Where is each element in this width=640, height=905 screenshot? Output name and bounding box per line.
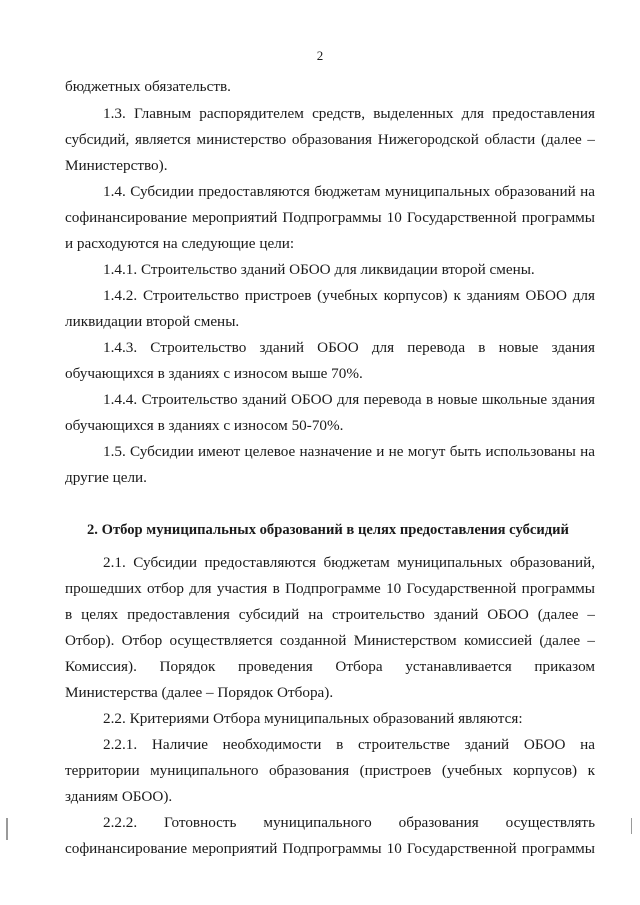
text-line: 1.4.2. Строительство пристроев (учебных корпусов) к зданиям ОБОО для [103,287,595,304]
text-line: софинансирование мероприятий Подпрограммы 10 Государственной программы [65,840,595,857]
text-line: Министерства (далее – Порядок Отбора). [65,684,334,701]
text-line: 2.2.2. Готовность муниципального образования осуществлять [103,814,595,831]
text-line: софинансирование мероприятий Подпрограммы 10 Государственной программы [65,209,595,226]
text-line: Министерство). [65,157,168,174]
text-line: 2.2.1. Наличие необходимости в строительстве зданий ОБОО на [103,736,595,753]
text-line: обучающихся в зданиях с износом выше 70%. [65,365,363,382]
text-line: зданиям ОБОО). [65,788,173,805]
page-number: 2 [316,48,324,63]
text-line: 1.4. Субсидии предоставляются бюджетам муниципальных образований на [103,183,595,200]
text-line: 1.4.4. Строительство зданий ОБОО для перевода в новые школьные здания [103,391,595,408]
left-margin-mark [6,818,8,840]
text-line: Комиссия). Порядок проведения Отбора устанавливается приказом [65,658,595,675]
text-line: прошедших отбор для участия в Подпрограмме 10 Государственной программы [65,580,595,597]
text-line: 1.4.1. Строительство зданий ОБОО для ликвидации второй смены. [103,261,535,278]
text-line: Отбор). Отбор осуществляется созданной Министерством комиссией (далее – [65,632,595,649]
text-line: 1.4.3. Строительство зданий ОБОО для перевода в новые здания [103,339,595,356]
section-heading: 2. Отбор муниципальных образований в целях предоставления субсидий [87,522,569,538]
text-line: 2.1. Субсидии предоставляются бюджетам муниципальных образований, [103,554,595,571]
text-line: в целях предоставления субсидий на строительство зданий ОБОО (далее – [65,606,595,623]
text-line: и расходуются на следующие цели: [65,235,295,252]
text-line: субсидий, является министерство образования Нижегородской области (далее – [65,131,595,148]
text-line: бюджетных обязательств. [65,78,231,95]
text-line: территории муниципального образования (пристроев (учебных корпусов) к [65,762,595,779]
text-line: 2.2. Критериями Отбора муниципальных образований являются: [103,710,523,727]
text-line: другие цели. [65,469,147,486]
text-line: ликвидации второй смены. [65,313,240,330]
text-line: 1.3. Главным распорядителем средств, выделенных для предоставления [103,105,595,122]
text-line: 1.5. Субсидии имеют целевое назначение и не могут быть использованы на [103,443,595,460]
right-margin-mark [631,818,632,834]
text-line: обучающихся в зданиях с износом 50-70%. [65,417,344,434]
